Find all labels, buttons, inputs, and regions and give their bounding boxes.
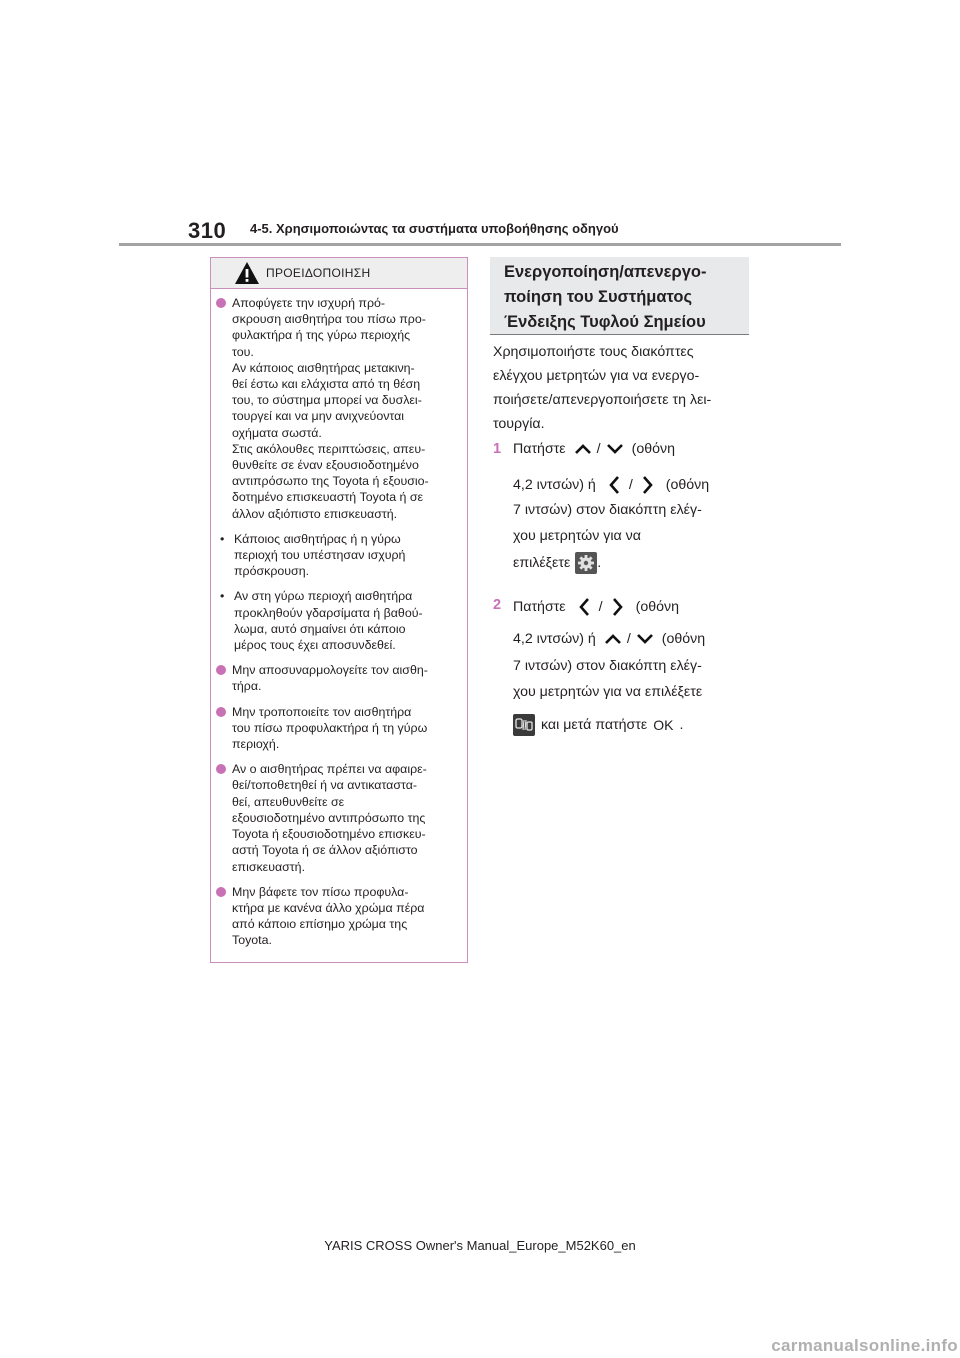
step-line — [513, 684, 702, 700]
bullet-dot-icon — [216, 707, 226, 717]
step-text: (οθόνη — [665, 477, 710, 493]
bullet-text: Αν ο αισθητήρας πρέπει να αφαιρε- θεί/τοποθετηθεί ή να αντικαταστα- θεί, απευθυνθείτε σε εξουσιοδοτημένο αντιπρόσωπο της Toyota ή εξουσιοδοτημένο επισκευ- αστή Toyota ή σε άλλον αξιόπιστο επισκευαστή. — [232, 762, 427, 874]
settings-gear-icon — [575, 552, 597, 574]
step-1 — [493, 441, 763, 581]
step-line — [513, 528, 641, 544]
slash: / — [626, 631, 631, 647]
warning-bullet — [216, 761, 459, 874]
step-line — [513, 714, 683, 736]
step-text: (οθόνη — [635, 599, 679, 615]
chevron-down-icon — [606, 443, 624, 455]
sub-bullet-mark: • — [220, 589, 225, 604]
warning-bullet — [216, 295, 459, 522]
step-text: (οθόνη — [631, 441, 675, 457]
step-line — [513, 631, 705, 647]
warning-sub-bullet — [216, 588, 459, 653]
slash: / — [598, 599, 603, 615]
sub-bullet-mark: • — [220, 531, 225, 546]
step-text: . — [597, 555, 602, 571]
slash: / — [628, 477, 633, 493]
bullet-text: Μην αποσυναρμολογείτε τον αισθη- τήρα. — [232, 663, 428, 694]
step-line — [513, 658, 702, 674]
section-heading — [490, 257, 749, 335]
warning-header — [211, 258, 467, 289]
step-line — [513, 502, 702, 518]
chevron-right-icon — [642, 475, 654, 495]
sub-bullet-text: Αν στη γύρω περιοχή αισθητήρα προκληθούν γδαρσίματα ή βαθού- λωμα, αυτό σημαίνει ότι κάποιο μέρος τους έχει αποσυνδεθεί. — [234, 589, 423, 653]
warning-title: ΠΡΟΕΙΔΟΠΟΙΗΣΗ — [266, 266, 371, 280]
page-number: 310 — [188, 218, 227, 243]
blind-spot-monitor-icon — [513, 714, 535, 736]
step-text: Πατήστε — [513, 599, 566, 615]
step-text: χου μετρητών για να — [513, 528, 641, 544]
header-rule — [119, 243, 841, 246]
warning-bullet — [216, 884, 459, 949]
bullet-text: Μην βάφετε τον πίσω προφυλα- κτήρα με κανένα άλλο χρώμα πέρα από κάποιο επίσημο χρώμα της Toyota. — [232, 884, 425, 948]
step-line — [513, 475, 709, 495]
bullet-text: Αποφύγετε την ισχυρή πρό- σκρουση αισθητήρα του πίσω προ- φυλακτήρα ή της γύρω περιοχής του. Αν κάποιος αισθητήρας μετακινη- θεί έστω και ελάχιστα από τη θέση του, το σύστημα μπορεί να δυσλει- τουργεί και να μην ανιχνεύονται οχήματα σωστά. Στις ακόλουθες περιπτώσεις, απευ- θυνθείτε σε έναν εξουσιοδοτημένο αντιπρόσωπο της Toyota ή εξουσιο- δοτημένο επισκευαστή Toyota ή σε άλλον αξιόπιστο επισκευαστή. — [232, 296, 429, 521]
warning-triangle-icon — [234, 261, 260, 285]
step-text: 7 ιντσών) στον διακόπτη ελέγ- — [513, 658, 702, 674]
warning-bullet — [216, 662, 459, 694]
bullet-dot-icon — [216, 298, 226, 308]
chevron-left-icon — [608, 475, 620, 495]
step-line — [513, 441, 675, 457]
section-heading-text: Ενεργοποίηση/απενεργο- ποίηση του Συστήματος Ένδειξης Τυφλού Σημείου — [504, 263, 707, 331]
chevron-left-icon — [578, 597, 590, 617]
step-text: επιλέξετε — [513, 555, 571, 571]
chapter-title: 4-5. Χρησιμοποιώντας τα συστήματα υποβοήθησης οδηγού — [250, 221, 619, 236]
step-line — [513, 597, 679, 617]
step-text: 7 ιντσών) στον διακόπτη ελέγ- — [513, 502, 702, 518]
chevron-down-icon — [636, 633, 654, 645]
step-text: και μετά πατήστε — [541, 717, 648, 733]
warning-sub-bullet — [216, 531, 459, 580]
step-2 — [493, 597, 763, 737]
chevron-right-icon — [612, 597, 624, 617]
bullet-dot-icon — [216, 764, 226, 774]
step-number: 2 — [493, 597, 502, 613]
step-text: . — [679, 717, 684, 733]
chevron-up-icon — [604, 633, 622, 645]
step-text: 4,2 ιντσών) ή — [513, 631, 596, 647]
bullet-text: Μην τροποποιείτε τον αισθητήρα του πίσω προφυλακτήρα ή τη γύρω περιοχή. — [232, 704, 428, 752]
footer-text: YARIS CROSS Owner's Manual_Europe_M52K60_en — [324, 1238, 636, 1253]
step-text: (οθόνη — [661, 631, 706, 647]
warning-bullet — [216, 704, 459, 753]
step-number: 1 — [493, 441, 502, 457]
bullet-dot-icon — [216, 665, 226, 675]
sub-bullet-text: Κάποιος αισθητήρας ή η γύρω περιοχή του υπέστησαν ισχυρή πρόσκρουση. — [234, 531, 406, 579]
section-intro: Χρησιμοποιήστε τους διακόπτες ελέγχου μετρητών για να ενεργο- ποιήσετε/απενεργοποιήσετε τη λει- τουργία. — [493, 344, 712, 432]
step-text: χου μετρητών για να επιλέξετε — [513, 684, 703, 700]
ok-button-label: OK — [653, 717, 674, 733]
warning-body — [211, 289, 467, 949]
watermark: carmanualsonline.info — [771, 1336, 958, 1355]
slash: / — [596, 441, 601, 457]
bullet-dot-icon — [216, 887, 226, 897]
step-text: 4,2 ιντσών) ή — [513, 477, 596, 493]
warning-box — [210, 257, 468, 963]
step-text: Πατήστε — [513, 441, 566, 457]
chevron-up-icon — [574, 443, 592, 455]
step-line — [513, 552, 601, 574]
